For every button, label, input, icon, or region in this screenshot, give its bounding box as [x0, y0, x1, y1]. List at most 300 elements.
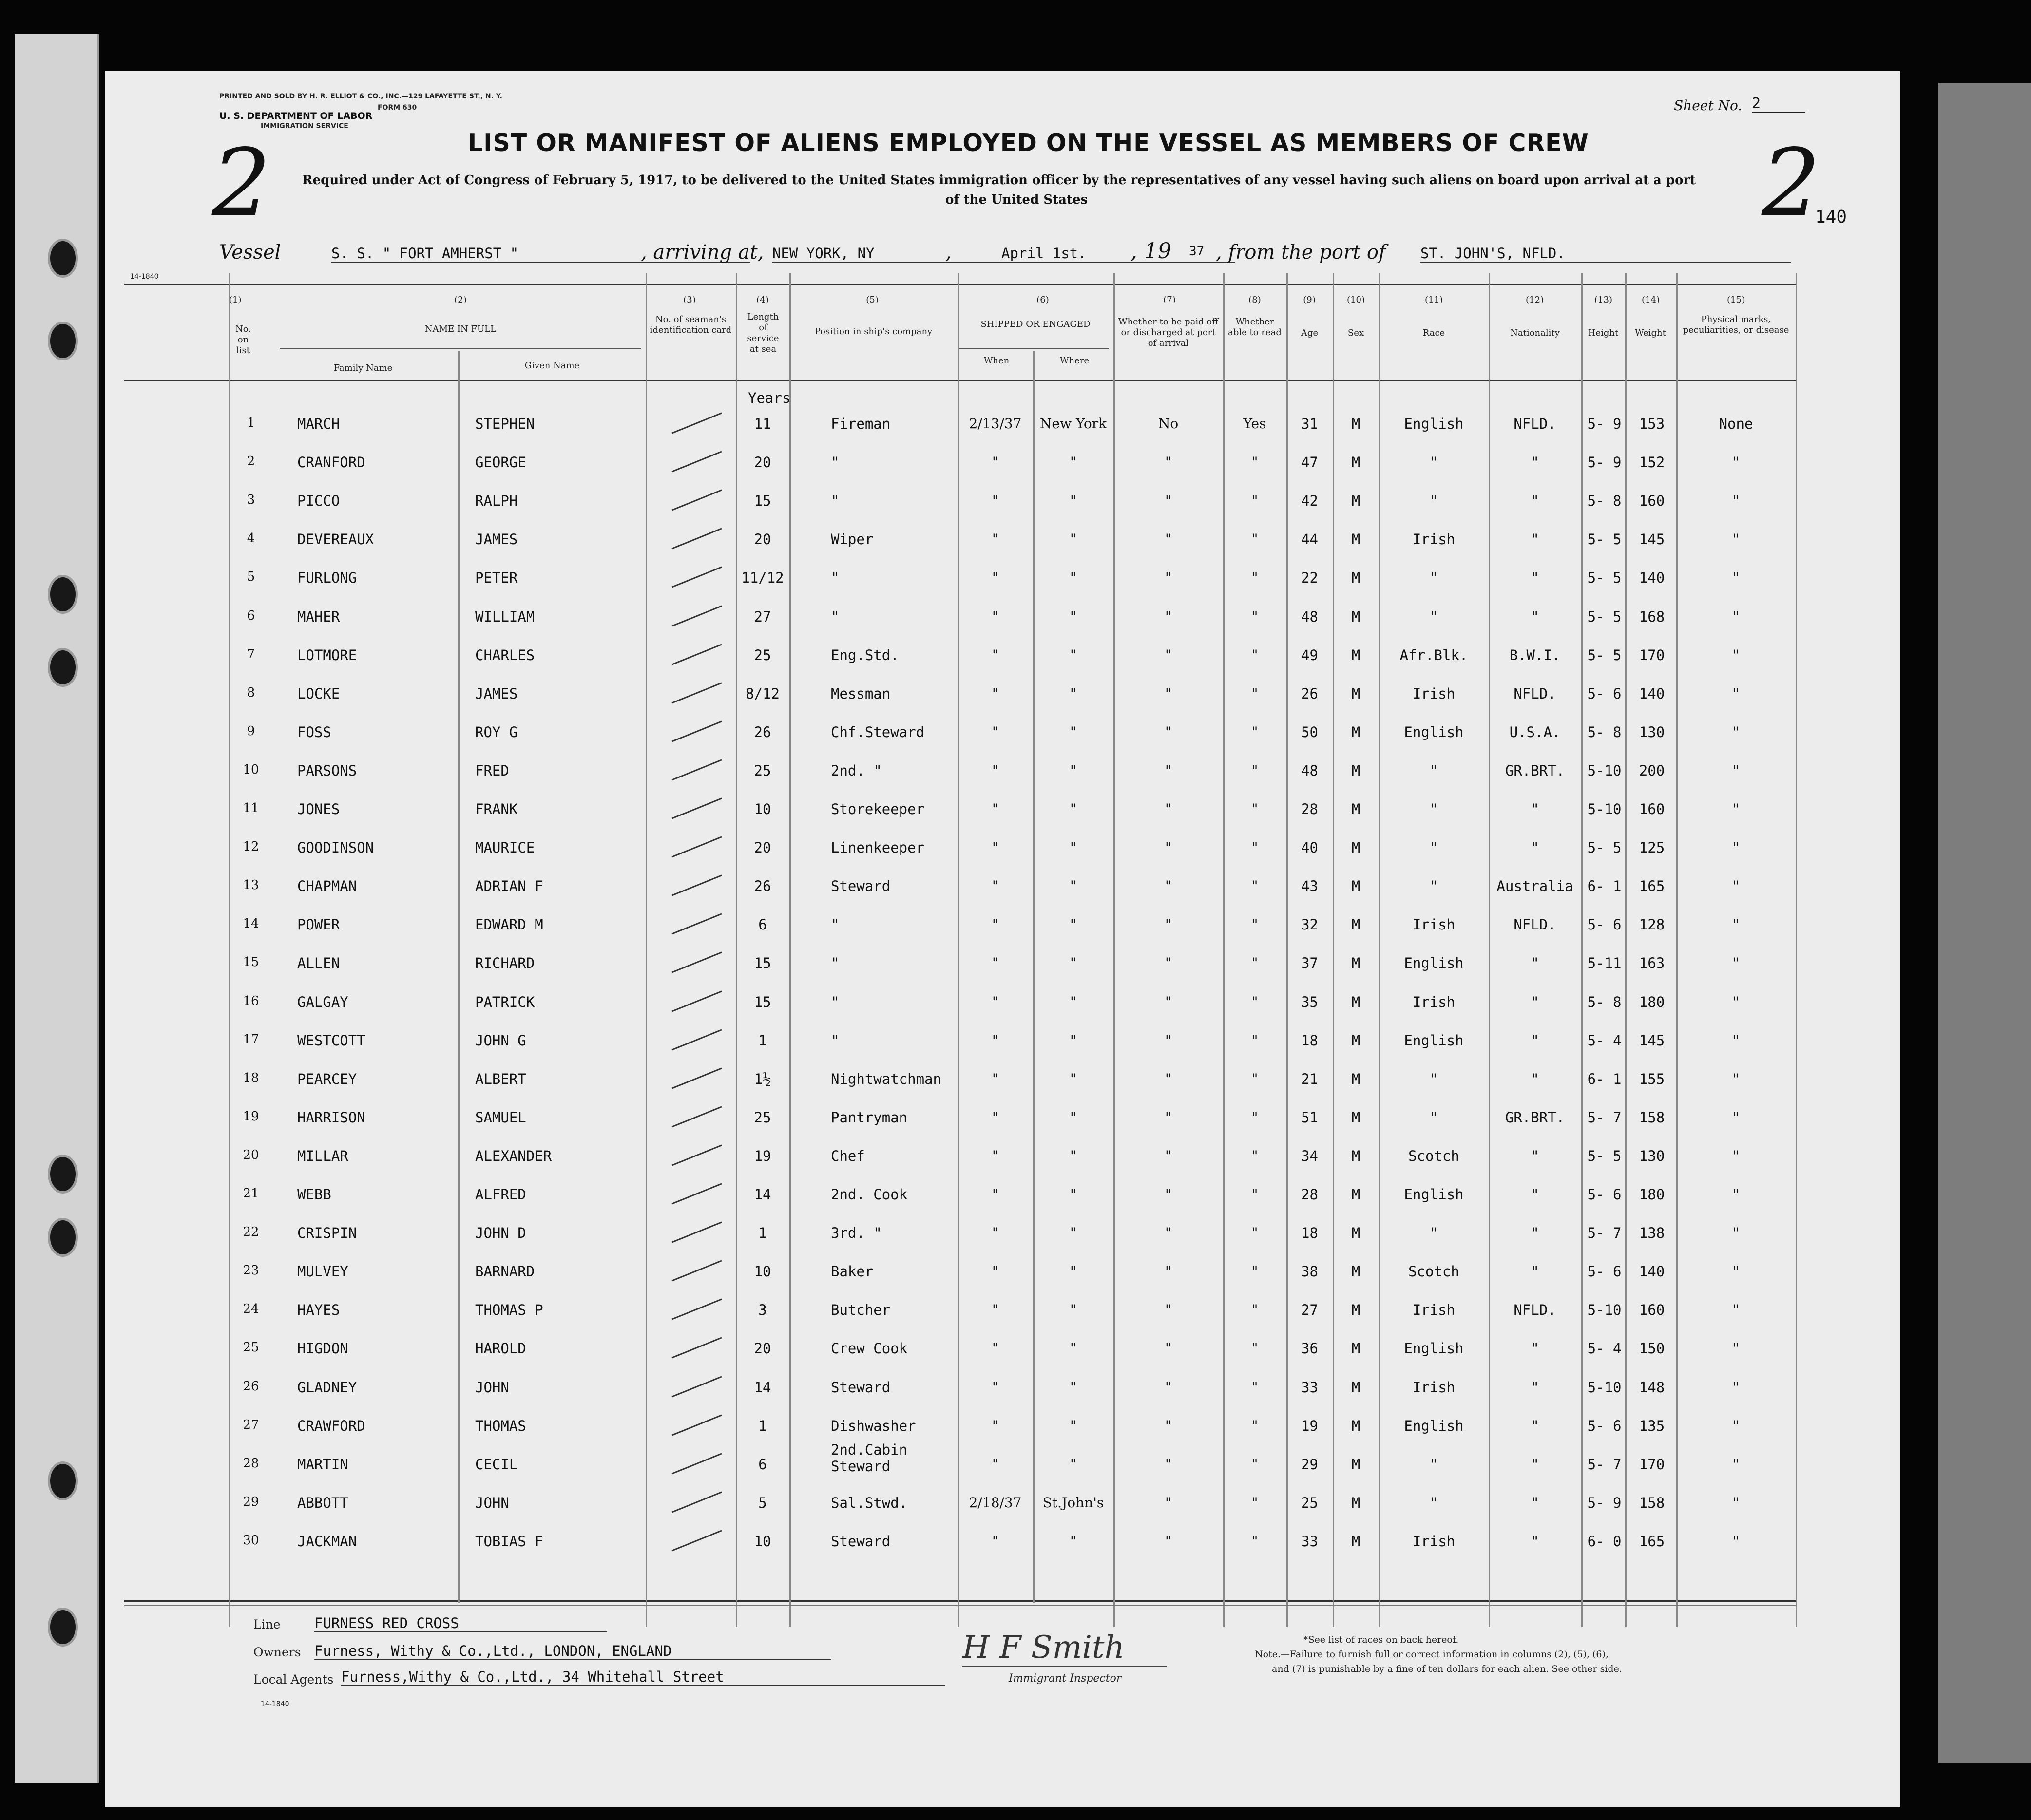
col15-number: (15) — [1727, 295, 1745, 305]
family-name: CHAPMAN — [297, 878, 357, 895]
race: Scotch — [1408, 1263, 1459, 1280]
height: 5- 5 — [1587, 569, 1622, 587]
service-length: 25 — [754, 1109, 771, 1126]
weight: 150 — [1639, 1340, 1665, 1357]
position: Linenkeeper — [831, 839, 925, 856]
table-row — [105, 489, 1900, 518]
physical-marks: None — [1719, 416, 1753, 432]
col9-header: Age — [1301, 328, 1319, 338]
age: 31 — [1301, 416, 1318, 432]
nationality: U.S.A. — [1509, 723, 1561, 740]
nationality: " — [1531, 1340, 1539, 1357]
from-port-label: , from the port of — [1216, 241, 1386, 264]
punch-hole — [48, 1155, 78, 1194]
row-number: 17 — [243, 1032, 259, 1047]
shipped-where: " — [1070, 1302, 1076, 1318]
age: 33 — [1301, 1379, 1318, 1396]
position: " — [831, 955, 840, 972]
age: 40 — [1301, 839, 1318, 856]
age: 21 — [1301, 1070, 1318, 1087]
physical-marks: " — [1731, 1109, 1741, 1126]
when-header: When — [983, 356, 1010, 366]
service-length: 19 — [754, 1147, 771, 1164]
race: English — [1404, 1186, 1464, 1203]
weight: 160 — [1639, 801, 1665, 817]
arriving-label: , arriving at, — [641, 241, 764, 264]
years-unit-label: Years — [748, 390, 791, 406]
given-name: ROY G — [475, 723, 518, 740]
row-number: 9 — [247, 723, 255, 739]
service-length: 11 — [754, 416, 771, 432]
paid-off: " — [1165, 1070, 1171, 1087]
age: 48 — [1301, 762, 1318, 779]
sex: M — [1351, 1147, 1360, 1164]
shipped-where: " — [1070, 1147, 1076, 1164]
table-row — [105, 1067, 1900, 1096]
table-row — [105, 682, 1900, 711]
row-number: 15 — [243, 955, 259, 970]
given-name: ADRIAN F — [475, 878, 543, 895]
sex: M — [1351, 685, 1360, 702]
age: 37 — [1301, 955, 1318, 972]
shipped-where: " — [1070, 762, 1076, 778]
shipped-when: " — [992, 955, 998, 971]
able-to-read: " — [1251, 1340, 1258, 1357]
height: 5- 5 — [1587, 646, 1622, 664]
row-number: 11 — [243, 801, 259, 815]
nationality: NFLD. — [1514, 685, 1556, 702]
card-checkmark — [671, 1222, 722, 1243]
race: Irish — [1412, 531, 1456, 548]
family-name: WEBB — [297, 1186, 331, 1203]
race: Irish — [1412, 993, 1456, 1010]
age: 47 — [1301, 454, 1318, 471]
position: " — [831, 916, 840, 933]
age: 36 — [1301, 1340, 1318, 1357]
given-name: FRANK — [475, 801, 518, 817]
position: 2nd. " — [831, 762, 882, 779]
col11-header: Race — [1422, 328, 1445, 338]
card-checkmark — [671, 1414, 722, 1436]
able-to-read: " — [1251, 531, 1258, 548]
card-checkmark — [671, 836, 722, 858]
given-name: CECIL — [475, 1456, 518, 1473]
age: 26 — [1301, 685, 1318, 702]
able-to-read: " — [1251, 1109, 1258, 1125]
race: " — [1429, 569, 1438, 587]
shipped-when: " — [992, 454, 998, 471]
weight: 170 — [1639, 646, 1665, 664]
family-name: HIGDON — [297, 1340, 348, 1357]
position: " — [831, 608, 840, 625]
table-row — [105, 566, 1900, 595]
given-name: STEPHEN — [475, 416, 535, 432]
able-to-read: " — [1251, 1186, 1258, 1202]
family-name: WESTCOTT — [297, 1032, 365, 1049]
race: Afr.Blk. — [1399, 646, 1468, 664]
shipped-when: 2/18/37 — [969, 1494, 1022, 1511]
row-number: 26 — [243, 1379, 259, 1394]
table-row — [105, 1298, 1900, 1327]
row-number: 22 — [243, 1225, 259, 1240]
able-to-read: " — [1251, 1533, 1258, 1549]
card-checkmark — [671, 875, 722, 896]
card-checkmark — [671, 605, 722, 626]
weight: 165 — [1639, 1533, 1665, 1550]
race: " — [1429, 839, 1438, 856]
nationality: " — [1531, 955, 1539, 972]
able-to-read: " — [1251, 1070, 1258, 1087]
able-to-read: " — [1251, 1302, 1258, 1318]
col13-number: (13) — [1594, 295, 1612, 305]
shipped-when: " — [992, 1225, 998, 1241]
age: 22 — [1301, 569, 1318, 587]
weight: 155 — [1639, 1070, 1665, 1087]
shipped-where: " — [1070, 1263, 1076, 1280]
table-row — [105, 912, 1900, 942]
card-checkmark — [671, 528, 722, 550]
nationality: GR.BRT. — [1505, 1109, 1565, 1126]
race: Scotch — [1408, 1147, 1459, 1164]
height: 5- 8 — [1587, 723, 1622, 740]
table-row — [105, 990, 1900, 1019]
given-name: THOMAS P — [475, 1302, 543, 1319]
row-number: 4 — [247, 531, 255, 546]
family-name: LOCKE — [297, 685, 340, 702]
weight: 130 — [1639, 723, 1665, 740]
race: English — [1404, 723, 1464, 740]
physical-marks: " — [1731, 878, 1741, 895]
age: 18 — [1301, 1032, 1318, 1049]
age: 27 — [1301, 1302, 1318, 1319]
table-row — [105, 605, 1900, 634]
punch-hole — [48, 1461, 78, 1500]
weight: 165 — [1639, 878, 1665, 895]
sheet-number: 2 — [1752, 95, 1805, 113]
physical-marks: " — [1731, 608, 1741, 625]
agents-label: Local Agents — [253, 1672, 334, 1687]
row-number: 6 — [247, 608, 255, 623]
races-note: *See list of races on back hereof. — [1303, 1634, 1459, 1645]
punch-hole — [48, 1608, 78, 1647]
shipped-where: " — [1070, 1379, 1076, 1395]
printer-line: PRINTED AND SOLD BY H. R. ELLIOT & CO., INC.—129 LAFAYETTE ST., N. Y. — [219, 93, 502, 100]
position: " — [831, 569, 840, 587]
race: " — [1429, 1456, 1438, 1473]
form-number: FORM 630 — [378, 104, 417, 112]
given-name: ALBERT — [475, 1070, 526, 1087]
sex: M — [1351, 416, 1360, 432]
weight: 125 — [1639, 839, 1665, 856]
family-name: PARSONS — [297, 762, 357, 779]
nationality: GR.BRT. — [1505, 762, 1565, 779]
service-length: 26 — [754, 723, 771, 740]
sex: M — [1351, 1302, 1360, 1319]
sex: M — [1351, 1456, 1360, 1473]
age: 32 — [1301, 916, 1318, 933]
race: " — [1429, 801, 1438, 817]
row-number: 21 — [243, 1186, 259, 1201]
weight: 140 — [1639, 685, 1665, 702]
table-row — [105, 720, 1900, 749]
paid-off: " — [1165, 1263, 1171, 1280]
service-length: 20 — [754, 839, 771, 856]
paid-off: " — [1165, 1340, 1171, 1357]
row-number: 20 — [243, 1147, 259, 1162]
col2-number: (2) — [454, 295, 467, 305]
sex: M — [1351, 569, 1360, 587]
family-name: ALLEN — [297, 955, 340, 972]
family-name: MARTIN — [297, 1456, 348, 1473]
position: " — [831, 993, 840, 1010]
physical-marks: " — [1731, 955, 1741, 972]
paid-off: " — [1165, 1494, 1171, 1511]
sex: M — [1351, 493, 1360, 510]
subtitle-line1: Required under Act of Congress of February 5, 1917, to be delivered to the United States immigration officer by the representatives of any vessel having such aliens on board upon arrival at a port — [302, 173, 1696, 188]
card-checkmark — [671, 1106, 722, 1127]
age: 18 — [1301, 1225, 1318, 1242]
col10-number: (10) — [1347, 295, 1365, 305]
nationality: " — [1531, 1263, 1539, 1280]
col4-number: (4) — [756, 295, 769, 305]
race: " — [1429, 1225, 1438, 1242]
height: 5- 8 — [1587, 993, 1622, 1010]
row-number: 18 — [243, 1070, 259, 1085]
paid-off: " — [1165, 1225, 1171, 1241]
row-number: 14 — [243, 916, 259, 931]
arrival-port: NEW YORK, NY — [772, 245, 1016, 263]
position: " — [831, 1032, 840, 1049]
service-length: 6 — [758, 1456, 767, 1473]
family-name: PEARCEY — [297, 1070, 357, 1087]
shipped-where: " — [1070, 569, 1076, 586]
penalty-note-line2: and (7) is punishable by a fine of ten dollars for each alien. See other side. — [1272, 1664, 1622, 1674]
nationality: " — [1531, 1494, 1539, 1511]
weight: 153 — [1639, 416, 1665, 432]
height: 5- 6 — [1587, 685, 1622, 702]
paid-off: " — [1165, 1456, 1171, 1472]
row-number: 2 — [247, 454, 255, 469]
service-length: 25 — [754, 646, 771, 664]
service-length: 25 — [754, 762, 771, 779]
table-row — [105, 1144, 1900, 1173]
card-checkmark — [671, 913, 722, 935]
shipped-when: " — [992, 916, 998, 933]
position: Baker — [831, 1263, 874, 1280]
sex: M — [1351, 916, 1360, 933]
family-name: LOTMORE — [297, 646, 357, 664]
able-to-read: " — [1251, 1263, 1258, 1280]
age: 43 — [1301, 878, 1318, 895]
family-name: CRAWFORD — [297, 1417, 365, 1434]
shipped-when: " — [992, 1032, 998, 1048]
height: 5- 5 — [1587, 1147, 1622, 1164]
family-name: HAYES — [297, 1302, 340, 1319]
height: 5- 6 — [1587, 1263, 1622, 1280]
physical-marks: " — [1731, 1302, 1741, 1319]
year-prefix: , 19 — [1130, 239, 1171, 264]
height: 5- 9 — [1587, 454, 1622, 471]
weight: 158 — [1639, 1109, 1665, 1126]
shipped-when: " — [992, 1379, 998, 1395]
nationality: " — [1531, 1417, 1539, 1434]
row-number: 5 — [247, 569, 255, 585]
physical-marks: " — [1731, 1263, 1741, 1280]
table-row — [105, 1375, 1900, 1404]
family-name: MULVEY — [297, 1263, 348, 1280]
paid-off: " — [1165, 762, 1171, 778]
card-checkmark — [671, 990, 722, 1012]
service-length: 10 — [754, 801, 771, 817]
sex: M — [1351, 723, 1360, 740]
row-number: 30 — [243, 1533, 259, 1548]
nationality: " — [1531, 493, 1539, 510]
col3-number: (3) — [683, 295, 696, 305]
given-name-header: Given Name — [524, 360, 580, 371]
height: 5- 6 — [1587, 1186, 1622, 1203]
shipped-where: " — [1070, 916, 1076, 933]
given-name: FRED — [475, 762, 509, 779]
shipped-when: " — [992, 839, 998, 856]
race: English — [1404, 1417, 1464, 1434]
family-name: POWER — [297, 916, 340, 933]
col8-number: (8) — [1248, 295, 1261, 305]
age: 33 — [1301, 1533, 1318, 1550]
position: Steward — [831, 1533, 891, 1550]
shipped-where: " — [1070, 801, 1076, 817]
height: 6- 1 — [1587, 878, 1622, 895]
age: 25 — [1301, 1494, 1318, 1511]
nationality: " — [1531, 1225, 1539, 1242]
able-to-read: " — [1251, 493, 1258, 509]
owners-label: Owners — [253, 1645, 301, 1659]
able-to-read: " — [1251, 993, 1258, 1010]
department-label: U. S. DEPARTMENT OF LABOR — [219, 111, 373, 121]
shipped-where: " — [1070, 1533, 1076, 1549]
col1-number: (1) — [229, 295, 242, 305]
given-name: WILLIAM — [475, 608, 535, 625]
row-number: 24 — [243, 1302, 259, 1317]
position: Messman — [831, 685, 891, 702]
table-row — [105, 874, 1900, 903]
height: 5- 7 — [1587, 1225, 1622, 1242]
table-row — [105, 797, 1900, 826]
position: Eng.Std. — [831, 646, 899, 664]
nationality: Australia — [1496, 878, 1573, 895]
card-checkmark — [671, 952, 722, 973]
age: 48 — [1301, 608, 1318, 625]
family-name: JACKMAN — [297, 1533, 357, 1550]
sex: M — [1351, 1225, 1360, 1242]
inspector-label: Immigrant Inspector — [1009, 1672, 1122, 1685]
binder-strip — [15, 34, 99, 1783]
table-row — [105, 1182, 1900, 1212]
shipped-where: " — [1070, 1109, 1076, 1125]
position: Storekeeper — [831, 801, 925, 817]
position: Chef — [831, 1147, 865, 1164]
handwritten-sheet-right: 2 — [1762, 129, 1820, 237]
given-name: ALEXANDER — [475, 1147, 552, 1164]
race: " — [1429, 1109, 1438, 1126]
card-checkmark — [671, 451, 722, 473]
physical-marks: " — [1731, 916, 1741, 933]
service-length: 26 — [754, 878, 771, 895]
shipped-when: " — [992, 531, 998, 548]
col5-number: (5) — [866, 295, 879, 305]
shipped-when: " — [992, 1456, 998, 1472]
col2-header: NAME IN FULL — [424, 324, 497, 334]
vessel-label: Vessel — [219, 241, 281, 264]
shipped-where: " — [1070, 493, 1076, 509]
card-checkmark — [671, 1453, 722, 1474]
nationality: " — [1531, 608, 1539, 625]
sex: M — [1351, 993, 1360, 1010]
row-number: 12 — [243, 839, 259, 854]
punch-hole — [48, 575, 78, 614]
card-checkmark — [671, 1183, 722, 1205]
shipped-when: " — [992, 1302, 998, 1318]
physical-marks: " — [1731, 1533, 1741, 1550]
service-length: 27 — [754, 608, 771, 625]
paid-off: " — [1165, 608, 1171, 625]
family-name: MILLAR — [297, 1147, 348, 1164]
card-checkmark — [671, 1067, 722, 1089]
family-name: DEVEREAUX — [297, 531, 374, 548]
col14-number: (14) — [1642, 295, 1660, 305]
table-row — [105, 835, 1900, 865]
service-length: 20 — [754, 531, 771, 548]
height: 6- 0 — [1587, 1533, 1622, 1550]
paid-off: " — [1165, 531, 1171, 548]
col3-header: No. of seaman's identification card — [650, 314, 732, 335]
nationality: " — [1531, 801, 1539, 817]
table-row — [105, 1491, 1900, 1520]
table-row — [105, 643, 1900, 672]
height: 5-11 — [1587, 955, 1622, 972]
physical-marks: " — [1731, 1032, 1741, 1049]
weight: 152 — [1639, 454, 1665, 471]
shipped-where: " — [1070, 1032, 1076, 1048]
position: Wiper — [831, 531, 874, 548]
height: 5-10 — [1587, 1379, 1622, 1396]
table-row — [105, 1414, 1900, 1443]
height: 5- 4 — [1587, 1340, 1622, 1357]
able-to-read: Yes — [1243, 416, 1266, 432]
family-name: FURLONG — [297, 569, 357, 587]
shipped-where: " — [1070, 955, 1076, 971]
shipped-when: " — [992, 569, 998, 586]
nationality: B.W.I. — [1509, 646, 1561, 664]
nationality: " — [1531, 569, 1539, 587]
shipped-when: " — [992, 1263, 998, 1280]
weight: 148 — [1639, 1379, 1665, 1396]
weight: 200 — [1639, 762, 1665, 779]
where-header: Where — [1059, 356, 1089, 366]
position: Sal.Stwd. — [831, 1494, 908, 1511]
family-name: MAHER — [297, 608, 340, 625]
shipped-where: " — [1070, 531, 1076, 548]
manifest-page — [105, 71, 1900, 1807]
punch-hole — [48, 648, 78, 687]
card-checkmark — [671, 644, 722, 665]
service-length: 14 — [754, 1379, 771, 1396]
col7-header: Whether to be paid off or discharged at port of arrival — [1118, 317, 1219, 348]
able-to-read: " — [1251, 839, 1258, 856]
col7-number: (7) — [1163, 295, 1176, 305]
service-length: 20 — [754, 454, 771, 471]
position: Steward — [831, 878, 891, 895]
paid-off: " — [1165, 878, 1171, 894]
